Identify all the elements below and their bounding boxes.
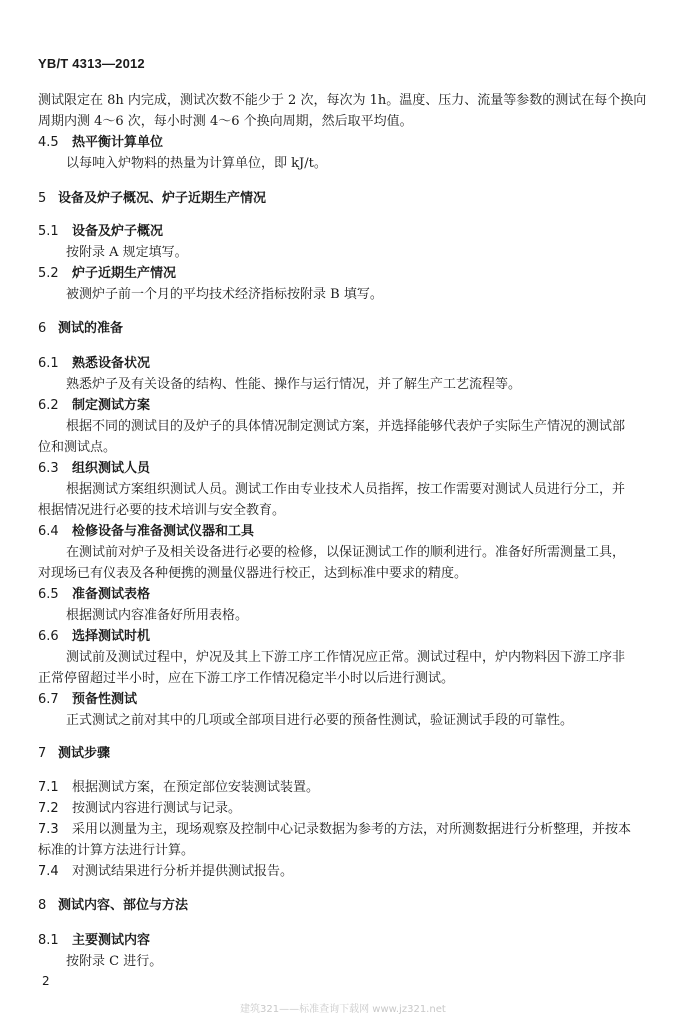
body-text: 正常停留超过半小时，应在下游工序工作情况稳定半小时以后进行测试。 (38, 671, 455, 686)
section-heading-6-3: 6.3 组织测试人员 (38, 461, 151, 476)
section-heading-6-5: 6.5 准备测试表格 (38, 587, 151, 602)
section-heading-5-1: 5.1 设备及炉子概况 (38, 224, 164, 239)
body-text: 正式测试之前对其中的几项或全部项目进行必要的预备性测试，验证测试手段的可靠性。 (66, 713, 574, 728)
clause-7-1: 7.1 根据测试方案，在预定部位安装测试装置。 (38, 780, 320, 795)
section-heading-8-1: 8.1 主要测试内容 (38, 933, 151, 948)
clause-7-4: 7.4 对测试结果进行分析并提供测试报告。 (38, 864, 294, 879)
body-text: 以每吨入炉物料的热量为计算单位，即 kJ/t。 (66, 156, 327, 171)
body-text: 根据测试方案组织测试人员。测试工作由专业技术人员指挥，按工作需要对测试人员进行分工，并 (66, 482, 626, 497)
body-text: 周期内测 4～6 次，每小时测 4～6 个换向周期，然后取平均值。 (38, 114, 413, 129)
body-text: 被测炉子前一个月的平均技术经济指标按附录 B 填写。 (66, 287, 383, 302)
section-heading-7: 7 测试步骤 (38, 746, 111, 761)
body-text: 测试限定在 8h 内完成，测试次数不能少于 2 次，每次为 1h。温度、压力、流量等参数的测试在每个换向 (38, 93, 647, 108)
body-text: 测试前及测试过程中，炉况及其上下游工序工作情况应正常。测试过程中，炉内物料因下游工序非 (66, 650, 626, 665)
body-text: 标准的计算方法进行计算。 (38, 843, 195, 858)
section-heading-6-1: 6.1 熟悉设备状况 (38, 356, 151, 371)
section-heading-5: 5 设备及炉子概况、炉子近期生产情况 (38, 191, 267, 206)
body-text: 根据不同的测试目的及炉子的具体情况制定测试方案，并选择能够代表炉子实际生产情况的测试部 (66, 419, 626, 434)
body-text: 根据情况进行必要的技术培训与安全教育。 (38, 503, 286, 518)
section-heading-6-7: 6.7 预备性测试 (38, 692, 138, 707)
page-number: 2 (42, 974, 50, 988)
section-heading-8: 8 测试内容、部位与方法 (38, 898, 189, 913)
watermark: 建筑321——标准查询下载网 www.jz321.net (240, 1004, 446, 1015)
document-code: YB/T 4313—2012 (38, 56, 145, 71)
section-heading-6-6: 6.6 选择测试时机 (38, 629, 151, 644)
body-text: 按附录 A 规定填写。 (66, 245, 188, 260)
section-heading-5-2: 5.2 炉子近期生产情况 (38, 266, 177, 281)
body-text: 熟悉炉子及有关设备的结构、性能、操作与运行情况，并了解生产工艺流程等。 (66, 377, 522, 392)
body-text: 位和测试点。 (38, 440, 117, 455)
section-heading-6: 6 测试的准备 (38, 321, 124, 336)
body-text: 在测试前对炉子及相关设备进行必要的检修，以保证测试工作的顺利进行。准备好所需测量工具， (66, 545, 626, 560)
section-heading-6-4: 6.4 检修设备与准备测试仪器和工具 (38, 524, 255, 539)
body-text: 对现场已有仪表及各种便携的测量仪器进行校正，达到标准中要求的精度。 (38, 566, 468, 581)
clause-7-2: 7.2 按测试内容进行测试与记录。 (38, 801, 242, 816)
body-text: 按附录 C 进行。 (66, 954, 163, 969)
section-heading-6-2: 6.2 制定测试方案 (38, 398, 151, 413)
section-heading-4-5: 4.5 热平衡计算单位 (38, 135, 164, 150)
body-text: 根据测试内容准备好所用表格。 (66, 608, 249, 623)
clause-7-3: 7.3 采用以测量为主，现场观察及控制中心记录数据为参考的方法，对所测数据进行分析整理，并按本 (38, 822, 632, 837)
